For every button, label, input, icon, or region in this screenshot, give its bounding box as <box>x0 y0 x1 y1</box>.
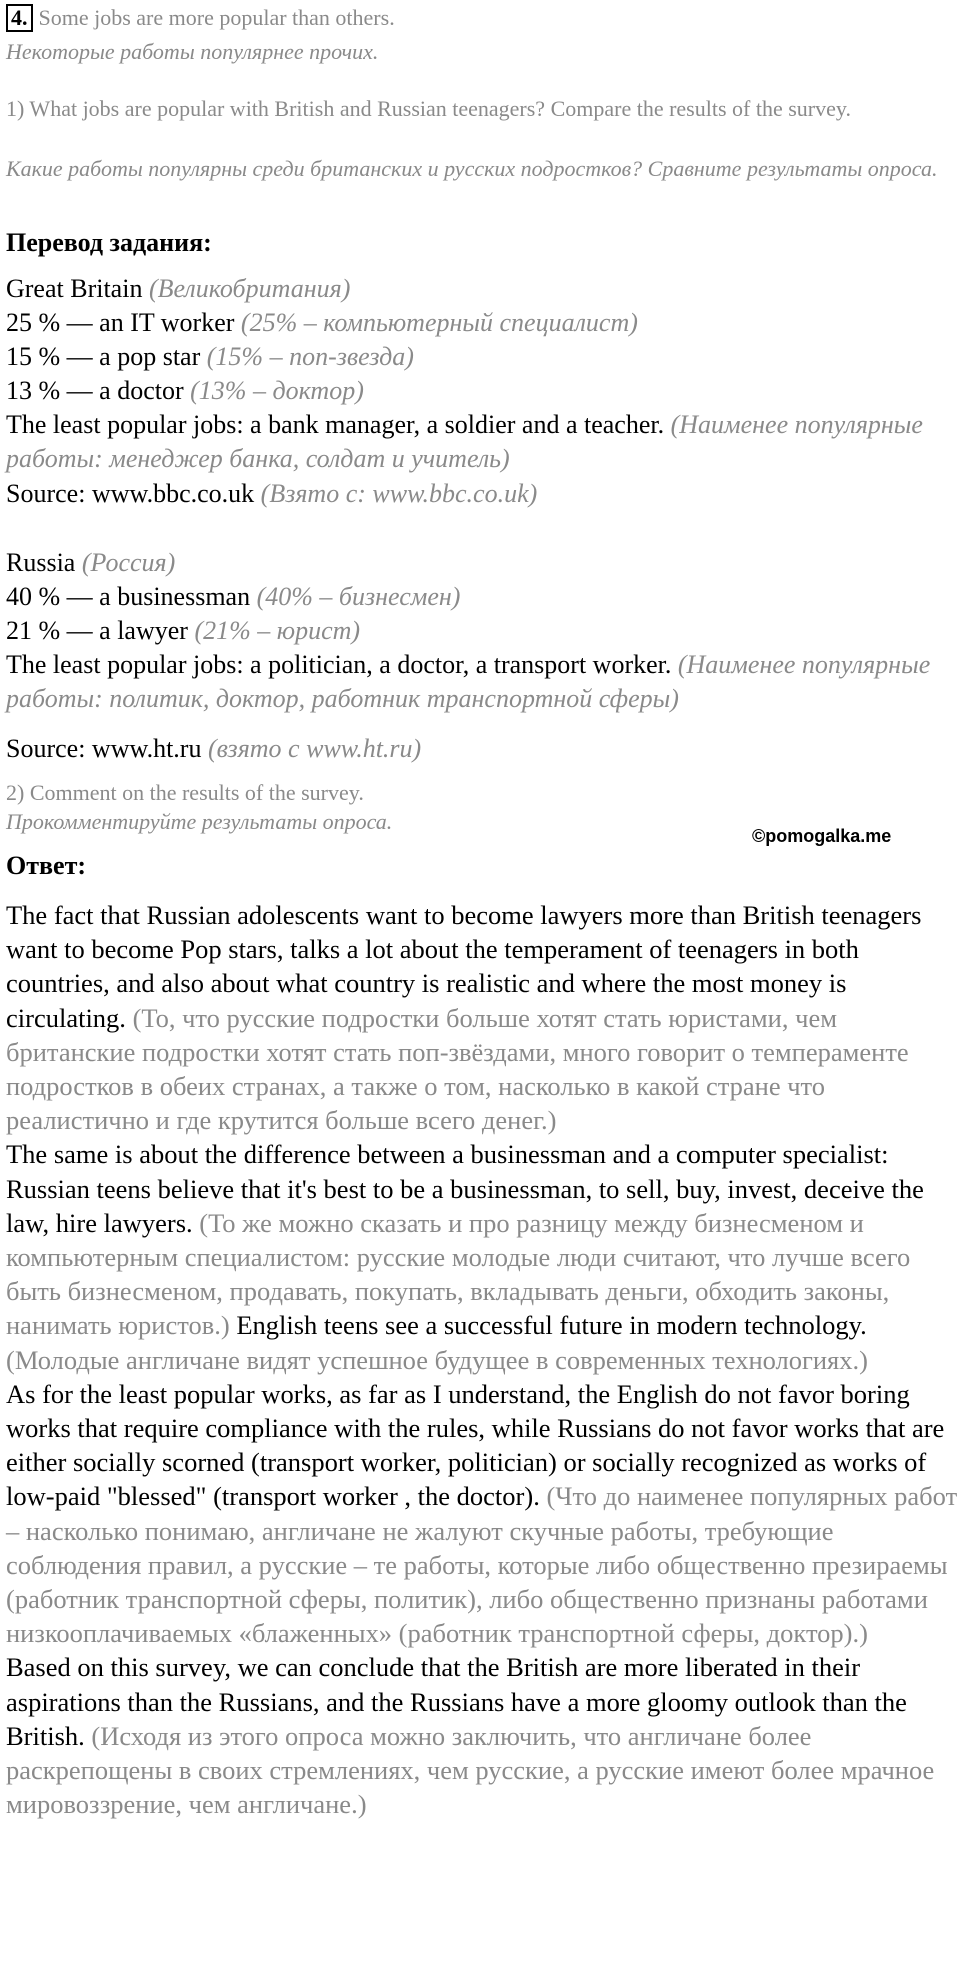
russia-source <box>6 732 421 766</box>
translation-heading: Перевод задания: <box>6 228 212 257</box>
task-header <box>6 4 395 32</box>
britain-item-ru: (25% – компьютерный специалист) <box>240 308 638 337</box>
britain-item-text: 25 % — an IT worker <box>6 308 235 337</box>
task-title-en: Some jobs are more popular than others. <box>38 5 395 30</box>
answer-text-ru: (Молодые англичане видят успешное будущее в современных технологиях.) <box>6 1344 868 1375</box>
britain-country <box>6 272 350 306</box>
answer-paragraph <box>6 1137 958 1376</box>
russia-country-ru: (Россия) <box>81 548 176 577</box>
answer-text-en: English teens see a successful future in modern technology. <box>236 1310 867 1341</box>
britain-item-ru: (15% – поп-звезда) <box>206 342 414 371</box>
answer-body <box>6 898 958 1821</box>
russia-least-popular <box>6 648 956 716</box>
copyright-watermark: ©pomogalka.me <box>752 826 892 846</box>
russia-item-ru: (40% – бизнесмен) <box>256 582 461 611</box>
question-2-en: 2) Comment on the results of the survey. <box>6 780 364 805</box>
russia-source-ru: (взято с www.ht.ru) <box>207 734 422 763</box>
britain-source <box>6 477 537 511</box>
britain-country-ru: (Великобритания) <box>148 274 351 303</box>
answer-text-ru: (Исходя из этого опроса можно заключить, что англичане более раскрепощены в своих стремлениях, чем русские, а русские имеют более мрачное мировоззрение, чем англичане.) <box>6 1720 935 1820</box>
task-title-ru: Некоторые работы популярнее прочих. <box>6 39 379 64</box>
russia-item <box>6 580 460 614</box>
britain-item-text: 15 % — a pop star <box>6 342 201 371</box>
question-1-en: 1) What jobs are popular with British and Russian teenagers? Compare the results of the survey. <box>6 96 851 121</box>
answer-text-ru: (Что до наименее популярных работ – насколько понимаю, англичане не жалуют скучные работы, требующие соблюдения правил, а русские – те работы, которые либо общественно презираемы (работник транспортной сферы, политик), либо общественно признаны работами низкооплачиваемых «блаженных» (работник транспортной сферы, доктор).) <box>6 1481 958 1649</box>
britain-item-text: 13 % — a doctor <box>6 376 184 405</box>
answer-text-en: Based on this survey, we can conclude that the British are more liberated in their aspirations than the Russians, and the Russians have a more gloomy outlook than the British. <box>6 1652 907 1751</box>
answer-heading: Ответ: <box>6 851 87 880</box>
russia-item-ru: (21% – юрист) <box>194 616 361 645</box>
answer-text-ru: (То же можно сказать и про разницу между бизнесменом и компьютерным специалистом: русские молодые люди считают, что лучше всего быть бизнесменом, продавать, покупать, вкладывать деньги, обходить законы, нанимать юристов.) <box>6 1207 911 1341</box>
answer-paragraph <box>6 1377 958 1651</box>
britain-least-text: The least popular jobs: a bank manager, a soldier and a teacher. <box>6 410 665 439</box>
russia-least-text: The least popular jobs: a politician, a doctor, a transport worker. <box>6 650 672 679</box>
britain-source-text: Source: www.bbc.co.uk <box>6 479 255 508</box>
britain-source-ru: (Взято с: www.bbc.co.uk) <box>260 479 538 508</box>
answer-text-en: The same is about the difference between a businessman and a computer specialist: Russian teens believe that it's best to be a businessman, to sell, buy, invest, deceive the law, hire lawyers. <box>6 1139 924 1238</box>
britain-least-popular <box>6 408 956 476</box>
britain-least-ru: (Наименее популярные работы: менеджер банка, солдат и учитель) <box>6 410 923 473</box>
russia-country-label: Russia <box>6 548 76 577</box>
russia-item <box>6 614 360 648</box>
britain-item <box>6 306 638 340</box>
russia-item-text: 40 % — a businessman <box>6 582 251 611</box>
britain-item-ru: (13% – доктор) <box>190 376 364 405</box>
answer-text-en: As for the least popular works, as far as I understand, the English do not favor boring works that require compliance with the rules, while Russians do not favor works that are either socially scorned (transport worker, politician) or socially recognized as works of low-paid "blessed" (transport worker , the doctor). <box>6 1378 945 1512</box>
britain-item <box>6 374 364 408</box>
question-1-ru: Какие работы популярны среди британских и русских подростков? Сравните результаты опроса. <box>6 156 938 181</box>
task-number: 4. <box>6 4 33 32</box>
russia-source-text: Source: www.ht.ru <box>6 734 202 763</box>
question-2-ru: Прокомментируйте результаты опроса. <box>6 809 393 834</box>
answer-text-en: The fact that Russian adolescents want to become lawyers more than British teenagers want to become Pop stars, talks a lot about the temperament of teenagers in both countries, and also about what country is realistic and where the most money is circulating. <box>6 900 922 1033</box>
russia-country <box>6 546 175 580</box>
answer-paragraph <box>6 1650 958 1821</box>
britain-item <box>6 340 414 374</box>
answer-text-ru: (То, что русские подростки больше хотят стать юристами, чем британские подростки хотят стать поп-звёздами, много говорит о темпераменте подростков в обеих странах, а также о том, насколько в какой стране что реалистично и где крутится больше всего денег.) <box>6 1002 909 1136</box>
russia-item-text: 21 % — a lawyer <box>6 616 188 645</box>
russia-least-ru: (Наименее популярные работы: политик, доктор, работник транспортной сферы) <box>6 650 931 713</box>
answer-paragraph <box>6 898 958 1137</box>
britain-country-label: Great Britain <box>6 274 143 303</box>
